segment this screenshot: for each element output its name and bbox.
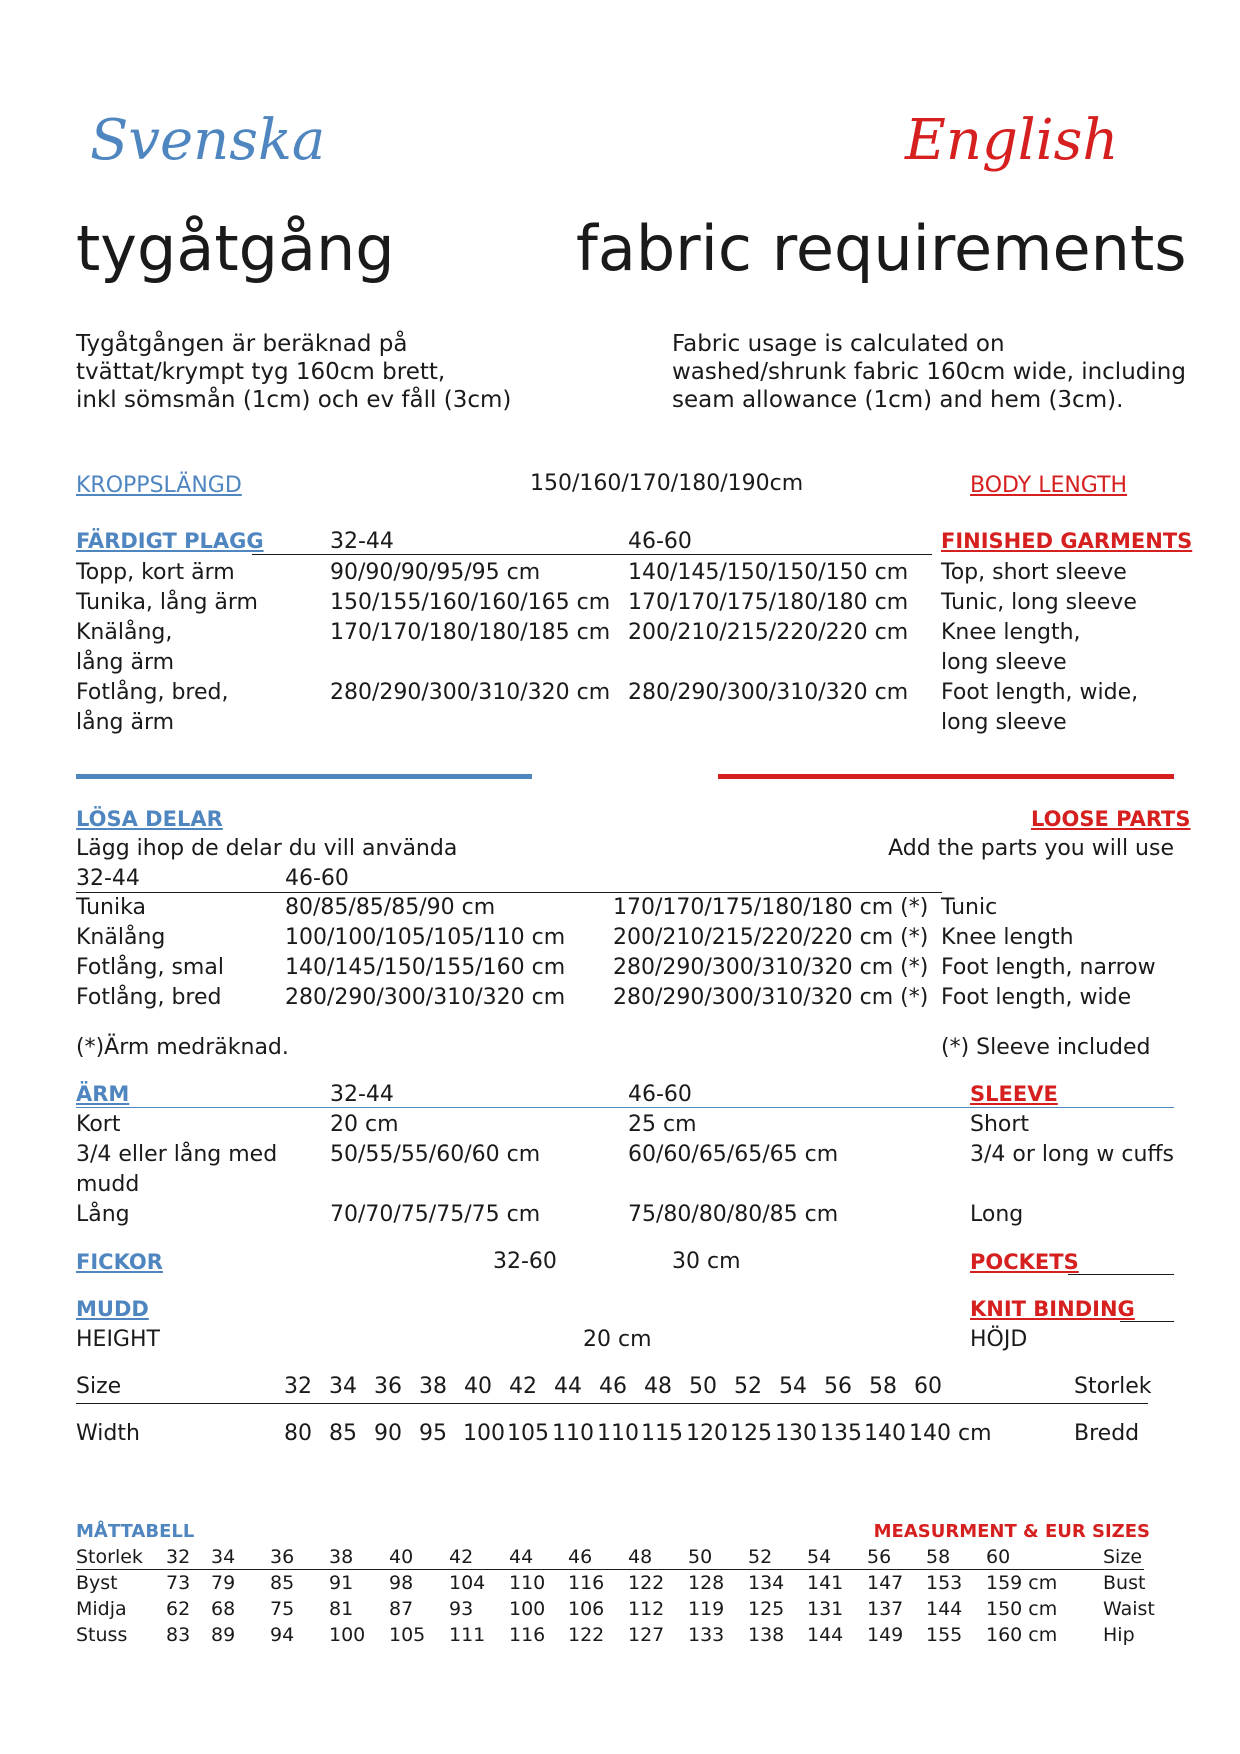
measurements-value: 159 cm (986, 1572, 1058, 1594)
sleeve-row-sv: Lång (76, 1202, 130, 1227)
cuffs-size: 44 (554, 1374, 582, 1399)
cuffs-size: 34 (329, 1374, 357, 1399)
finished-values-46-60 (628, 558, 908, 708)
cuffs-width: 130 (775, 1421, 817, 1446)
measurements-value: 100 (329, 1624, 366, 1646)
cuffs-size: 58 (869, 1374, 897, 1399)
cuffs-width: 90 (374, 1421, 402, 1446)
measurements-value: 104 (449, 1572, 486, 1594)
measurements-header-sv: MÅTTABELL (76, 1521, 195, 1542)
measurements-value: 110 (509, 1572, 546, 1594)
cuffs-size-label: Size (76, 1374, 122, 1399)
intro-swedish (76, 330, 511, 414)
measurements-value: 127 (628, 1624, 665, 1646)
measurements-value: 106 (568, 1598, 605, 1620)
measurements-value: 105 (389, 1624, 426, 1646)
pockets-label-sv: FICKOR (76, 1250, 163, 1274)
sleeve-row-en: Short (970, 1112, 1030, 1137)
measurements-size: 38 (329, 1546, 354, 1568)
measurements-row-bust (0, 1570, 1240, 1596)
loose-col-32-44: 32-44 (76, 866, 140, 891)
measurements-size-label-en: Size (1103, 1546, 1143, 1568)
measurements-size: 36 (270, 1546, 295, 1568)
finished-header-sv: FÄRDIGT PLAGG (76, 529, 264, 553)
measurements-size-row (0, 1544, 1240, 1570)
finished-row-en: Tunic, long sleeve (941, 590, 1137, 615)
title-english: fabric requirements (576, 212, 1187, 285)
loose-row-sv: Knälång (76, 925, 166, 950)
cuffs-width: 110 (597, 1421, 639, 1446)
cuffs-height-label: HEIGHT (76, 1327, 160, 1352)
loose-row-en: Tunic (941, 895, 998, 920)
cuffs-width: 135 (820, 1421, 862, 1446)
divider-swedish (76, 774, 532, 779)
cuffs-width: 80 (284, 1421, 312, 1446)
cuffs-width: 115 (641, 1421, 683, 1446)
measurements-value: 89 (211, 1624, 236, 1646)
cuffs-height-label-sv: HÖJD (970, 1327, 1028, 1352)
sleeve-value: 20 cm (330, 1112, 399, 1137)
sleeve-header-rule (76, 1107, 1174, 1108)
cuffs-size: 36 (374, 1374, 402, 1399)
loose-header-sv: LÖSA DELAR (76, 807, 223, 831)
measurements-value: 128 (688, 1572, 725, 1594)
cuffs-size: 48 (644, 1374, 672, 1399)
measurements-size: 32 (166, 1546, 191, 1568)
finished-row-sv: Tunika, lång ärm (76, 590, 258, 615)
body-length-label-en: BODY LENGTH (970, 473, 1128, 498)
sleeve-header-en: SLEEVE (970, 1082, 1058, 1106)
measurements-value: 122 (628, 1572, 665, 1594)
loose-col-46-60: 46-60 (285, 866, 349, 891)
language-label-english: English (905, 108, 1119, 173)
sleeve-col-32-44: 32-44 (330, 1082, 394, 1107)
measurements-value: 116 (568, 1572, 605, 1594)
measurements-value: 94 (270, 1624, 295, 1646)
pockets-rule (1068, 1274, 1174, 1275)
measurements-value: 93 (449, 1598, 474, 1620)
measurements-value: 87 (389, 1598, 414, 1620)
cuffs-width: 105 (507, 1421, 549, 1446)
cuffs-width: 100 (463, 1421, 505, 1446)
finished-rows-sv (76, 558, 258, 738)
measurements-value: 79 (211, 1572, 236, 1594)
measurements-value: 144 (807, 1624, 844, 1646)
finished-value: 150/155/160/160/165 cm (330, 590, 611, 615)
finished-value: 280/290/300/310/320 cm (628, 680, 909, 705)
loose-value: 170/170/175/180/180 cm (*) (613, 895, 929, 920)
measurements-value: 141 (807, 1572, 844, 1594)
cuffs-width: 95 (419, 1421, 447, 1446)
loose-row-sv: Fotlång, smal (76, 955, 224, 980)
divider-english (718, 774, 1174, 779)
finished-col-32-44: 32-44 (330, 529, 394, 554)
sleeve-value: 60/60/65/65/65 cm (628, 1142, 839, 1167)
measurements-size-label-sv: Storlek (76, 1546, 143, 1568)
cuffs-size-label-sv: Storlek (1074, 1374, 1152, 1399)
measurements-row-label-en: Hip (1103, 1624, 1135, 1646)
body-length-value: 150/160/170/180/190cm (530, 471, 804, 496)
sleeve-value: 70/70/75/75/75 cm (330, 1202, 541, 1227)
cuffs-width-label: Width (76, 1421, 140, 1446)
loose-header-en: LOOSE PARTS (1031, 807, 1191, 831)
sleeve-header-sv: ÄRM (76, 1082, 130, 1106)
cuffs-size: 32 (284, 1374, 312, 1399)
measurements-value: 147 (867, 1572, 904, 1594)
loose-note-en: (*) Sleeve included (941, 1035, 1151, 1060)
finished-header-en: FINISHED GARMENTS (941, 529, 1193, 553)
loose-value: 280/290/300/310/320 cm (*) (613, 985, 929, 1010)
finished-value: 170/170/180/180/185 cm (330, 620, 611, 645)
finished-col-46-60: 46-60 (628, 529, 692, 554)
measurements-value: 98 (389, 1572, 414, 1594)
measurements-value: 116 (509, 1624, 546, 1646)
measurements-size: 50 (688, 1546, 713, 1568)
measurements-size: 42 (449, 1546, 474, 1568)
sleeve-rows-sv (76, 1110, 277, 1230)
loose-row-en: Foot length, wide (941, 985, 1132, 1010)
measurements-row-label-en: Waist (1103, 1598, 1155, 1620)
language-label-swedish: Svenska (90, 108, 326, 173)
cuffs-rule (1120, 1321, 1174, 1322)
measurements-row-label-en: Bust (1103, 1572, 1146, 1594)
cuffs-height-value: 20 cm (583, 1327, 652, 1352)
loose-value: 280/290/300/310/320 cm (285, 985, 566, 1010)
measurements-value: 144 (926, 1598, 963, 1620)
sleeve-value: 50/55/55/60/60 cm (330, 1142, 541, 1167)
finished-row-en: long sleeve (941, 710, 1067, 735)
measurements-header-en: MEASURMENT & EUR SIZES (873, 1521, 1150, 1542)
finished-value: 200/210/215/220/220 cm (628, 620, 909, 645)
cuffs-size: 42 (509, 1374, 537, 1399)
measurements-row-label-sv: Byst (76, 1572, 118, 1594)
measurements-value: 91 (329, 1572, 354, 1594)
measurements-value: 160 cm (986, 1624, 1058, 1646)
finished-row-en: Knee length, (941, 620, 1081, 645)
measurements-size: 60 (986, 1546, 1011, 1568)
measurements-value: 83 (166, 1624, 191, 1646)
loose-row-sv: Fotlång, bred (76, 985, 222, 1010)
measurements-value: 85 (270, 1572, 295, 1594)
title-swedish: tygåtgång (76, 212, 395, 285)
intro-line: Tygåtgången är beräknad på (76, 331, 408, 357)
measurements-value: 150 cm (986, 1598, 1058, 1620)
cuffs-size: 60 (914, 1374, 942, 1399)
measurements-value: 125 (748, 1598, 785, 1620)
measurements-size: 58 (926, 1546, 951, 1568)
cuffs-width: 85 (329, 1421, 357, 1446)
measurements-size: 56 (867, 1546, 892, 1568)
measurements-value: 75 (270, 1598, 295, 1620)
loose-sub-en: Add the parts you will use (888, 836, 1174, 861)
finished-row-sv: lång ärm (76, 650, 175, 675)
measurements-value: 155 (926, 1624, 963, 1646)
loose-note-sv: (*)Ärm medräknad. (76, 1035, 289, 1060)
measurements-size: 34 (211, 1546, 236, 1568)
measurements-value: 137 (867, 1598, 904, 1620)
finished-values-32-44 (330, 558, 610, 708)
measurements-value: 134 (748, 1572, 785, 1594)
finished-row-sv: Knälång, (76, 620, 173, 645)
finished-value: 140/145/150/150/150 cm (628, 560, 909, 585)
measurements-value: 133 (688, 1624, 725, 1646)
loose-row-en: Foot length, narrow (941, 955, 1156, 980)
intro-line: Fabric usage is calculated on (672, 331, 1005, 357)
finished-row-sv: Fotlång, bred, (76, 680, 229, 705)
body-length-label-sv: KROPPSLÄNGD (76, 473, 242, 498)
cuffs-width: 110 (552, 1421, 594, 1446)
measurements-row-waist (0, 1596, 1240, 1622)
loose-value: 200/210/215/220/220 cm (*) (613, 925, 929, 950)
measurements-row-hip (0, 1622, 1240, 1648)
finished-value: 90/90/90/95/95 cm (330, 560, 541, 585)
measurements-size: 52 (748, 1546, 773, 1568)
measurements-size: 44 (509, 1546, 534, 1568)
sleeve-row-en: Long (970, 1202, 1024, 1227)
cuffs-label-sv: MUDD (76, 1297, 149, 1321)
finished-row-sv: Topp, kort ärm (76, 560, 235, 585)
measurements-row-label-sv: Midja (76, 1598, 127, 1620)
measurements-size: 54 (807, 1546, 832, 1568)
measurements-value: 62 (166, 1598, 191, 1620)
finished-row-sv: lång ärm (76, 710, 175, 735)
loose-rows-sv (76, 893, 224, 1013)
measurements-value: 111 (449, 1624, 486, 1646)
finished-row-en: long sleeve (941, 650, 1067, 675)
intro-line: seam allowance (1cm) and hem (3cm). (672, 387, 1124, 413)
cuffs-width: 125 (730, 1421, 772, 1446)
measurements-value: 81 (329, 1598, 354, 1620)
measurements-size: 48 (628, 1546, 653, 1568)
loose-sub-sv: Lägg ihop de delar du vill använda (76, 836, 458, 861)
intro-line: tvättat/krympt tyg 160cm brett, (76, 359, 446, 385)
pockets-value: 30 cm (672, 1249, 741, 1274)
measurements-value: 68 (211, 1598, 236, 1620)
measurements-row-label-sv: Stuss (76, 1624, 128, 1646)
measurements-size: 46 (568, 1546, 593, 1568)
loose-values-32-44 (285, 893, 565, 1013)
sleeve-row-sv: Kort (76, 1112, 121, 1137)
loose-rows-en (941, 893, 1156, 1013)
cuffs-size: 50 (689, 1374, 717, 1399)
loose-value: 280/290/300/310/320 cm (*) (613, 955, 929, 980)
measurements-value: 131 (807, 1598, 844, 1620)
loose-value: 140/145/150/155/160 cm (285, 955, 566, 980)
cuffs-size-rule (76, 1403, 1148, 1404)
intro-line: inkl sömsmån (1cm) och ev fåll (3cm) (76, 387, 512, 413)
measurements-size: 40 (389, 1546, 414, 1568)
sleeve-row-sv: mudd (76, 1172, 140, 1197)
finished-value: 280/290/300/310/320 cm (330, 680, 611, 705)
measurements-value: 138 (748, 1624, 785, 1646)
sleeve-row-en: 3/4 or long w cuffs (970, 1142, 1175, 1167)
loose-row-sv: Tunika (76, 895, 146, 920)
sleeve-value: 75/80/80/80/85 cm (628, 1202, 839, 1227)
cuffs-size: 56 (824, 1374, 852, 1399)
loose-value: 80/85/85/85/90 cm (285, 895, 496, 920)
measurements-value: 122 (568, 1624, 605, 1646)
intro-english (672, 330, 1186, 414)
sleeve-values-32-44 (330, 1110, 540, 1230)
sleeve-value: 25 cm (628, 1112, 697, 1137)
measurements-value: 149 (867, 1624, 904, 1646)
measurements-value: 100 (509, 1598, 546, 1620)
cuffs-width: 120 (686, 1421, 728, 1446)
sleeve-row-sv: 3/4 eller lång med (76, 1142, 278, 1167)
pockets-label-en: POCKETS (970, 1250, 1079, 1274)
finished-header-rule (252, 554, 932, 555)
cuffs-width-label-sv: Bredd (1074, 1421, 1140, 1446)
cuffs-width: 140 cm (909, 1421, 992, 1446)
cuffs-width: 140 (864, 1421, 906, 1446)
cuffs-size: 54 (779, 1374, 807, 1399)
measurements-value: 153 (926, 1572, 963, 1594)
sleeve-values-46-60 (628, 1110, 838, 1230)
cuffs-size: 40 (464, 1374, 492, 1399)
finished-value: 170/170/175/180/180 cm (628, 590, 909, 615)
intro-line: washed/shrunk fabric 160cm wide, including (672, 359, 1186, 385)
cuffs-size: 46 (599, 1374, 627, 1399)
finished-row-en: Top, short sleeve (941, 560, 1127, 585)
sleeve-col-46-60: 46-60 (628, 1082, 692, 1107)
cuffs-size: 52 (734, 1374, 762, 1399)
loose-value: 100/100/105/105/110 cm (285, 925, 566, 950)
loose-values-46-60 (613, 893, 928, 1013)
cuffs-label-en: KNIT BINDING (970, 1297, 1135, 1321)
measurements-value: 112 (628, 1598, 665, 1620)
measurements-value: 119 (688, 1598, 725, 1620)
finished-rows-en (941, 558, 1138, 738)
measurements-value: 73 (166, 1572, 191, 1594)
cuffs-size: 38 (419, 1374, 447, 1399)
sleeve-rows-en (970, 1110, 1174, 1230)
finished-row-en: Foot length, wide, (941, 680, 1139, 705)
loose-row-en: Knee length (941, 925, 1074, 950)
pockets-size: 32-60 (493, 1249, 557, 1274)
